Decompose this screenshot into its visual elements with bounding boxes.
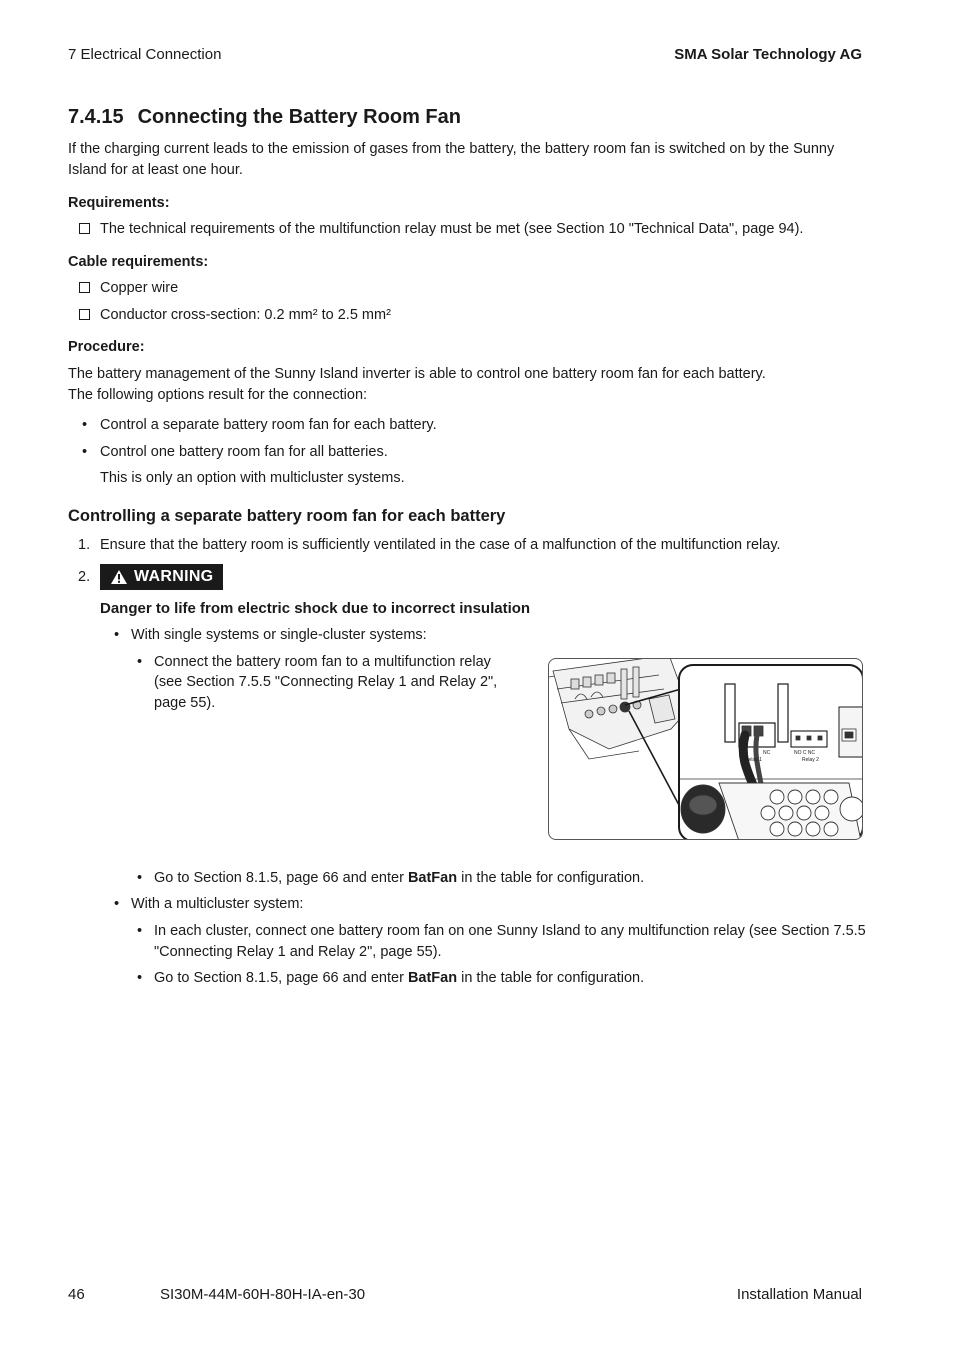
footer-page-number: 46: [68, 1286, 85, 1303]
section-number: 7.4.15: [68, 106, 124, 128]
option-item: • Control one battery room fan for all batteries.: [68, 442, 868, 463]
single-systems-item: • With single systems or single-cluster systems:: [68, 625, 868, 646]
multicluster-item: • With a multicluster system:: [68, 894, 868, 915]
section-title: Connecting the Battery Room Fan: [137, 106, 461, 128]
bullet-icon: •: [137, 970, 143, 987]
bullet-icon: •: [137, 653, 143, 670]
page-content: [68, 103, 868, 995]
header-chapter: 7 Electrical Connection: [68, 46, 222, 63]
bullet-icon: •: [137, 922, 143, 939]
cable-requirement-item: Copper wire: [68, 278, 868, 299]
batfan-keyword: BatFan: [407, 869, 458, 886]
checkbox-icon: [79, 223, 90, 234]
step-2: [68, 564, 868, 590]
procedure-text-1: The battery management of the Sunny Island inverter is able to control one battery room fan for each battery.: [68, 366, 766, 383]
relay-connection-illustration: [549, 659, 863, 840]
relay-2-pins-label: NO C NC: [794, 749, 816, 756]
step-number: 2.: [78, 568, 91, 585]
bullet-icon: •: [137, 869, 143, 886]
bullet-icon: •: [82, 443, 88, 460]
cable-requirements-label: Cable requirements:: [68, 253, 209, 270]
warning-badge: WARNING: [100, 564, 223, 590]
relay-1-label: Relay 1: [745, 756, 762, 763]
requirement-item: The technical requirements of the multifunction relay must be met (see Section 10 "Technical Data", page 94).: [68, 219, 868, 240]
requirements-label: Requirements:: [68, 194, 170, 211]
relay-connection-figure: [548, 658, 863, 840]
step-1: 1. Ensure that the battery room is sufficiently ventilated in the case of a malfunction of the multifunction relay.: [68, 535, 868, 556]
section-heading: [68, 103, 868, 131]
danger-title: Danger to life from electric shock due to incorrect insulation: [100, 599, 531, 617]
bullet-icon: •: [114, 627, 120, 644]
option-item: • Control a separate battery room fan for each battery.: [68, 415, 868, 436]
bullet-icon: •: [82, 417, 88, 434]
section-intro: If the charging current leads to the emission of gases from the battery, the battery room fan is switched on by the Sunny Island for at least one hour.: [68, 141, 835, 178]
checkbox-icon: [79, 282, 90, 293]
bullet-icon: •: [114, 896, 120, 913]
single-system-config-step: • Go to Section 8.1.5, page 66 and enter BatFan in the table for configuration.: [68, 868, 868, 889]
option-note: This is only an option with multicluster systems.: [100, 470, 405, 487]
multicluster-config-step: • Go to Section 8.1.5, page 66 and enter BatFan in the table for configuration.: [68, 968, 868, 989]
relay-2-label: Relay 2: [802, 756, 819, 763]
procedure-text-2: The following options result for the connection:: [68, 386, 368, 403]
footer-document-id: SI30M-44M-60H-80H-IA-en-30: [160, 1286, 366, 1303]
cable-requirement-item: Conductor cross-section: 0.2 mm² to 2.5 mm²: [68, 305, 868, 326]
single-system-step: • Connect the battery room fan to a multifunction relay (see Section 7.5.5 "Connecting Relay 1 and Relay 2", page 55).: [137, 653, 498, 711]
checkbox-icon: [79, 309, 90, 320]
subsection-title: Controlling a separate battery room fan for each battery: [68, 506, 506, 525]
relay-1-nc-label: NC: [763, 749, 771, 756]
multicluster-step: • In each cluster, connect one battery room fan on one Sunny Island to any multifunction relay (see Section 7.5.5 "Connecting Relay 1 and Relay 2", page 55).: [137, 922, 866, 960]
step-number: 1.: [78, 537, 91, 554]
figure-row: [68, 652, 868, 868]
batfan-keyword: BatFan: [407, 970, 458, 987]
header-company: SMA Solar Technology AG: [674, 46, 862, 63]
warning-triangle-icon: [110, 569, 128, 585]
footer-manual-title: Installation Manual: [736, 1286, 862, 1303]
procedure-label: Procedure:: [68, 339, 145, 356]
